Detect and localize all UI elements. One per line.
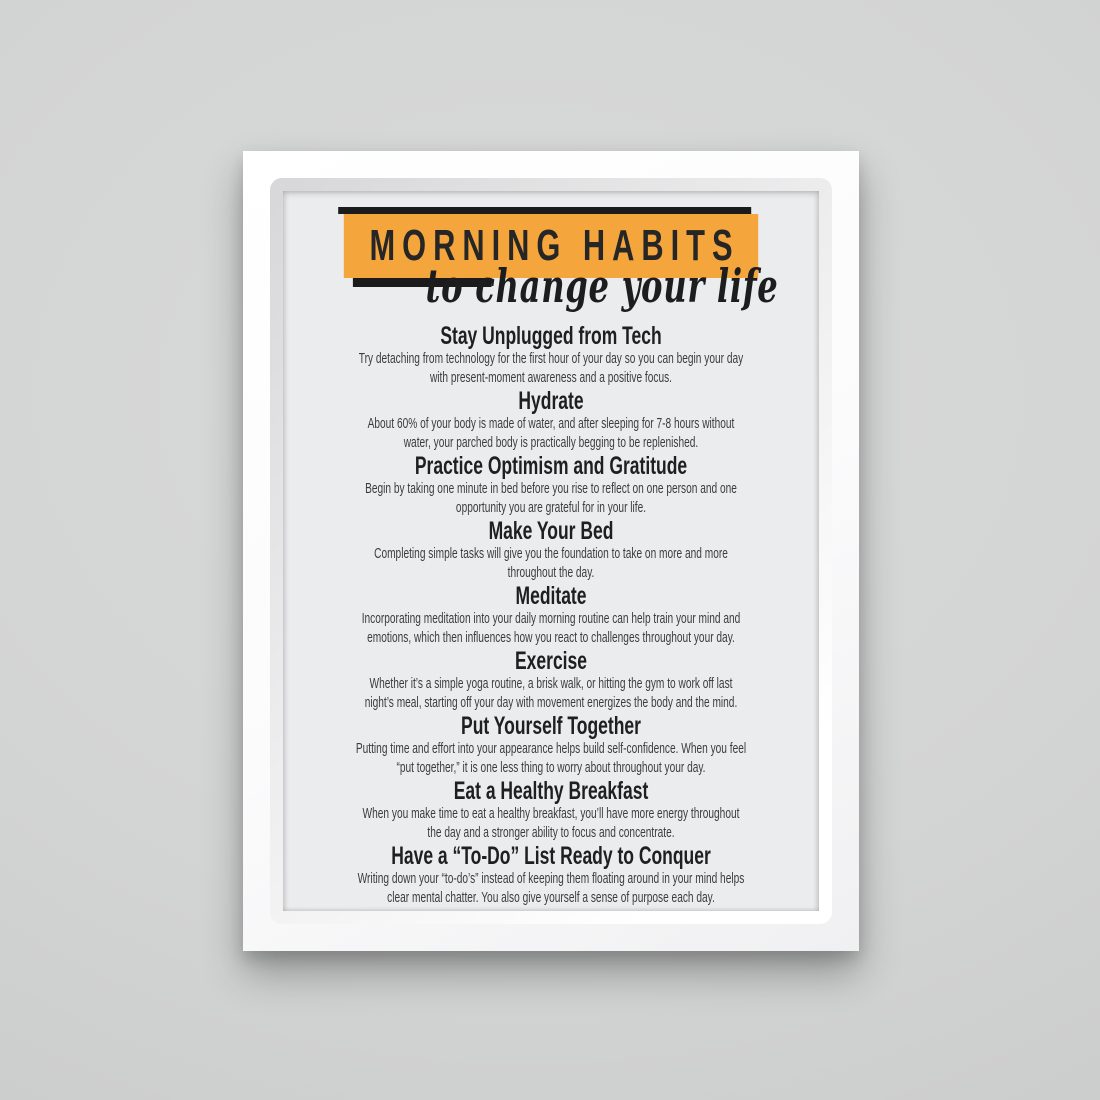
- habit-description: When you make time to eat a healthy breakfast, you’ll have more energy throughout the day and a stronger ability to focus and concentrate.: [362, 806, 740, 841]
- banner-top-bar: [338, 207, 751, 214]
- habit-title: Exercise: [514, 647, 588, 675]
- poster-content: [283, 191, 819, 907]
- poster-subtitle: to change your life: [425, 259, 779, 313]
- habit-description: Putting time and effort into your appearance helps build self-confidence. When you feel “put together,” it is one less thing to worry about throughout your day.: [355, 741, 747, 776]
- habit-description: Incorporating meditation into your daily morning routine can help train your mind and emotions, which then influences how you react to challenges throughout your day.: [361, 611, 741, 646]
- picture-frame: [243, 151, 859, 951]
- habit-title: Meditate: [515, 582, 587, 610]
- habit-description: About 60% of your body is made of water, and after sleeping for 7-8 hours without water, your parched body is practically begging to be replenished.: [367, 416, 735, 451]
- habit-title: Hydrate: [518, 387, 584, 415]
- habit-section-breakfast: [283, 777, 819, 842]
- habit-section-hydrate: [283, 387, 819, 452]
- poster-header: [283, 214, 819, 313]
- habit-title: Make Your Bed: [488, 517, 614, 545]
- habit-description: Begin by taking one minute in bed before you rise to reflect on one person and one opportunity you are grateful for in your life.: [365, 481, 737, 516]
- habit-section-put-together: [283, 712, 819, 777]
- habit-description: Writing down your “to-do’s” instead of keeping them floating around in your mind helps clear mental chatter. You also give yourself a sense of purpose each day.: [357, 871, 745, 906]
- habit-title: Put Yourself Together: [461, 712, 641, 740]
- habit-description: Completing simple tasks will give you the foundation to take on more and more throughout the day.: [374, 546, 728, 581]
- habit-title: Eat a Healthy Breakfast: [453, 777, 649, 805]
- habit-section-meditate: [283, 582, 819, 647]
- habit-section-optimism: [283, 452, 819, 517]
- poster-title: MORNING HABITS: [344, 214, 758, 278]
- habit-description: Try detaching from technology for the first hour of your day so you can begin your day with present-moment awareness and a positive focus.: [358, 351, 744, 386]
- habit-description: Whether it’s a simple yoga routine, a brisk walk, or hitting the gym to work off last night’s meal, starting off your day with movement energizes the body and the mind.: [364, 676, 738, 711]
- habit-title: Have a “To-Do” List Ready to Conquer: [391, 842, 711, 870]
- poster-paper: [283, 191, 819, 911]
- habit-section-make-bed: [283, 517, 819, 582]
- habit-section-exercise: [283, 647, 819, 712]
- habit-title: Practice Optimism and Gratitude: [414, 452, 688, 480]
- habit-section-todo-list: [283, 842, 819, 907]
- habit-title: Stay Unplugged from Tech: [440, 322, 662, 350]
- habit-section-unplugged: [283, 322, 819, 387]
